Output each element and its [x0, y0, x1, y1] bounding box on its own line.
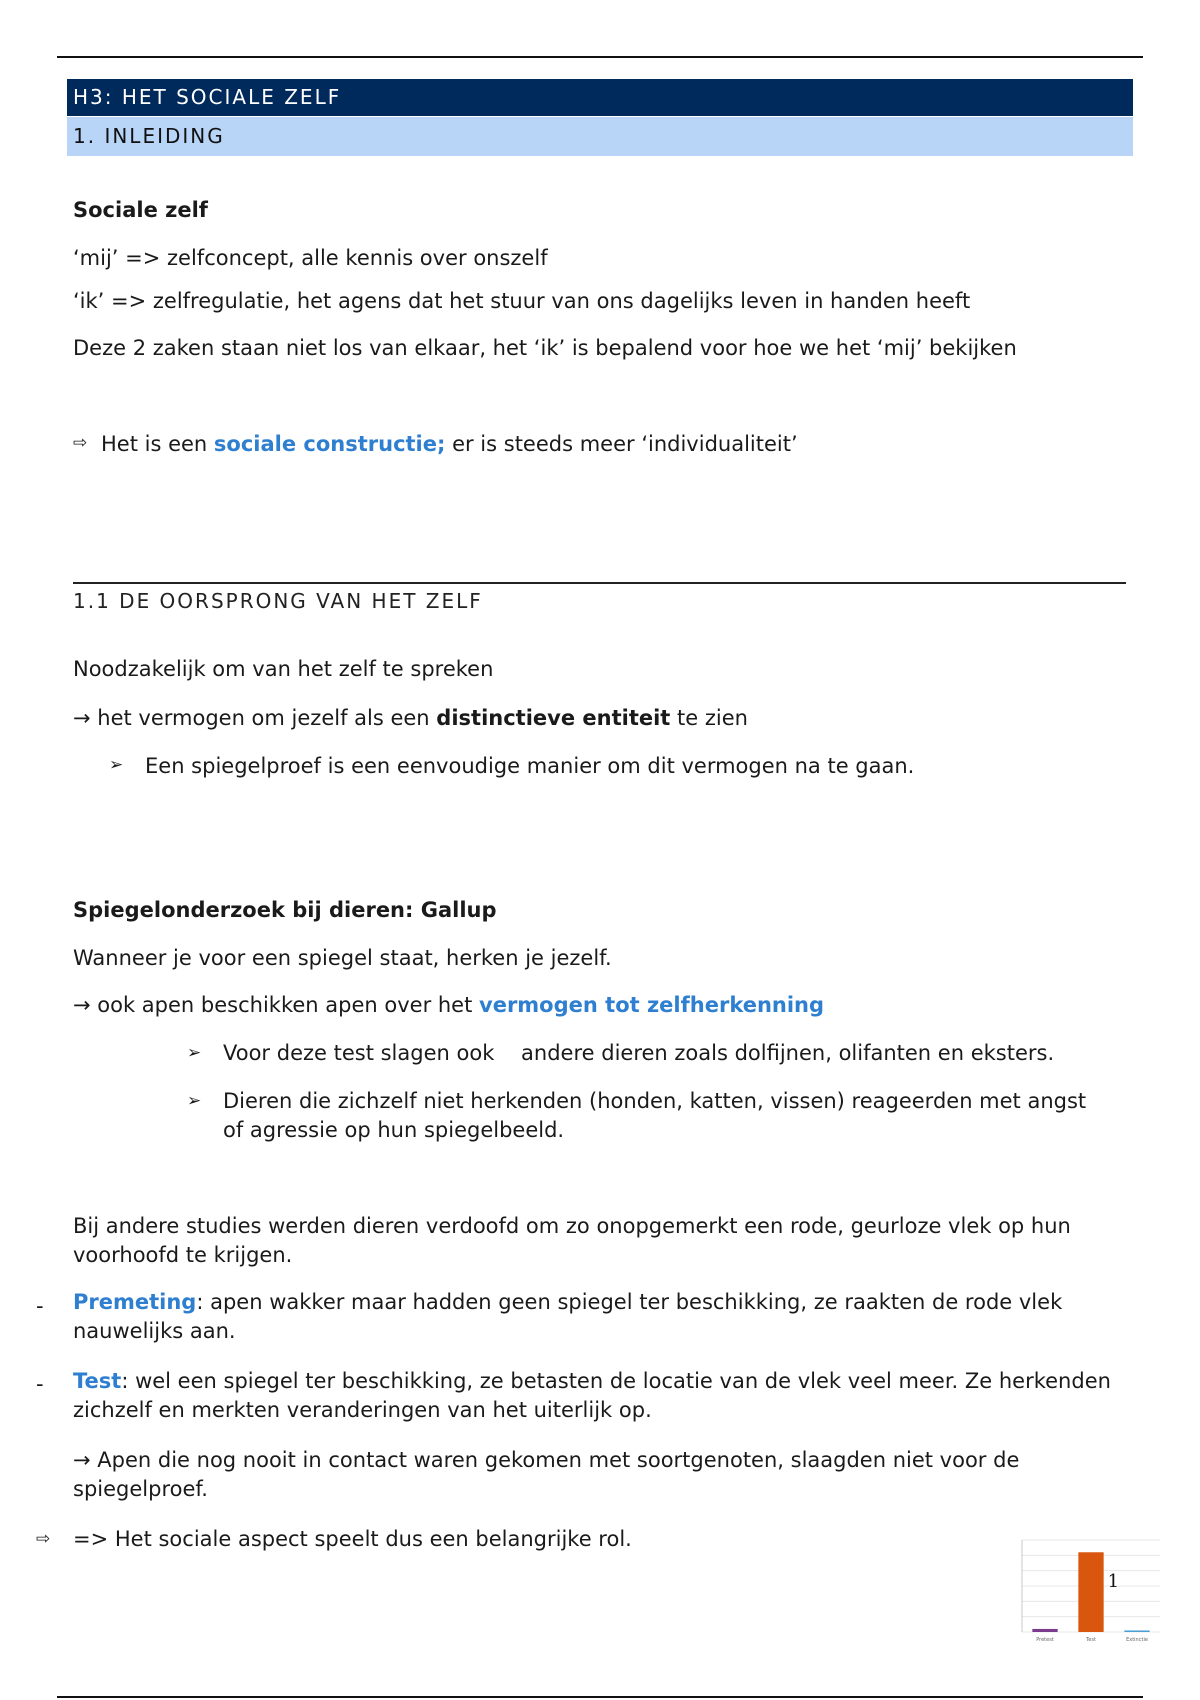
gallup-line2-term: vermogen tot zelfherkenning	[479, 993, 825, 1017]
gallup-bullet2: Dieren die zichzelf niet herkenden (honden, katten, vissen) reageerden met angst of agressie op hun spiegelbeeld.	[223, 1089, 1087, 1142]
gallup-line2	[73, 993, 824, 1017]
section-heading: 1. INLEIDING	[67, 117, 1133, 156]
test-item	[73, 1367, 1113, 1425]
gallup-studies: Bij andere studies werden dieren verdoofd om zo onopgemerkt een rode, geurloze vlek op hun voorhoofd te krijgen.	[73, 1214, 1071, 1267]
chart-bar	[1078, 1552, 1103, 1632]
apes-line: → Apen die nog nooit in contact waren gekomen met soortgenoten, slaagden niet voor de spiegelproef.	[73, 1448, 1020, 1501]
top-rule	[57, 56, 1143, 58]
chart-bar	[1124, 1630, 1149, 1632]
origin-bullet: Een spiegelproef is een eenvoudige manier om dit vermogen na te gaan.	[145, 754, 915, 778]
premeting-item	[73, 1288, 1133, 1346]
test-term: Test	[73, 1369, 122, 1393]
origin-title: 1.1 DE OORSPRONG VAN HET ZELF	[73, 589, 483, 613]
dash-bullet: -	[36, 1294, 44, 1318]
arrowhead-bullet-icon: ➢	[109, 755, 124, 775]
bottom-rule	[57, 1696, 1143, 1698]
conclusion-pre: Het is een	[101, 432, 214, 456]
origin-line2-post: te zien	[670, 706, 748, 730]
line-ik: ‘ik’ => zelfregulatie, het agens dat het stuur van ons dagelijks leven in handen heeft	[73, 289, 971, 313]
gallup-heading: Spiegelonderzoek bij dieren: Gallup	[73, 898, 497, 922]
arrow-outline-icon: ⇨	[36, 1529, 51, 1549]
line-mij: ‘mij’ => zelfconcept, alle kennis over onszelf	[73, 246, 548, 270]
gallup-line2-pre: → ook apen beschikken apen over het	[73, 993, 480, 1017]
premeting-term: Premeting	[73, 1290, 197, 1314]
gallup-line1: Wanneer je voor een spiegel staat, herken je jezelf.	[73, 946, 612, 970]
chapter-heading: H3: HET SOCIALE ZELF	[67, 79, 1133, 116]
x-tick-label: Extinctie	[1126, 1637, 1148, 1643]
conclusion-term: sociale constructie;	[213, 432, 446, 456]
arrowhead-bullet-icon: ➢	[187, 1043, 202, 1063]
origin-line1: Noodzakelijk om van het zelf te spreken	[73, 657, 494, 681]
origin-line2-bold: distinctieve entiteit	[436, 706, 671, 730]
arrowhead-bullet-icon: ➢	[187, 1091, 202, 1111]
section-rule	[73, 582, 1126, 584]
x-tick-label: Pretest	[1036, 1637, 1054, 1643]
line-relation: Deze 2 zaken staan niet los van elkaar, het ‘ik’ is bepalend voor hoe we het ‘mij’ bekijken	[73, 336, 1017, 360]
final-line: => Het sociale aspect speelt dus een belangrijke rol.	[73, 1527, 632, 1551]
mini-bar-chart	[996, 1532, 1166, 1652]
x-tick-label: Test	[1086, 1637, 1096, 1643]
page-number-label: 1	[1107, 1571, 1120, 1592]
test-text: : wel een spiegel ter beschikking, ze betasten de locatie van de vlek veel meer. Ze herkenden zichzelf en merkten veranderingen van het uiterlijk op.	[73, 1369, 1111, 1422]
conclusion-line	[101, 432, 798, 456]
conclusion-post: er is steeds meer ‘individualiteit’	[445, 432, 798, 456]
origin-line2-pre: → het vermogen om jezelf als een	[73, 706, 437, 730]
intro-heading: Sociale zelf	[73, 198, 208, 222]
chart-bar	[1032, 1629, 1057, 1632]
gallup-bullet1: Voor deze test slagen ook andere dieren zoals dolfijnen, olifanten en eksters.	[223, 1041, 1055, 1065]
arrow-outline-icon: ⇨	[73, 433, 88, 453]
origin-line2	[73, 706, 748, 730]
premeting-text: : apen wakker maar hadden geen spiegel ter beschikking, ze raakten de rode vlek nauwelijks aan.	[73, 1290, 1063, 1343]
dash-bullet: -	[36, 1372, 44, 1396]
